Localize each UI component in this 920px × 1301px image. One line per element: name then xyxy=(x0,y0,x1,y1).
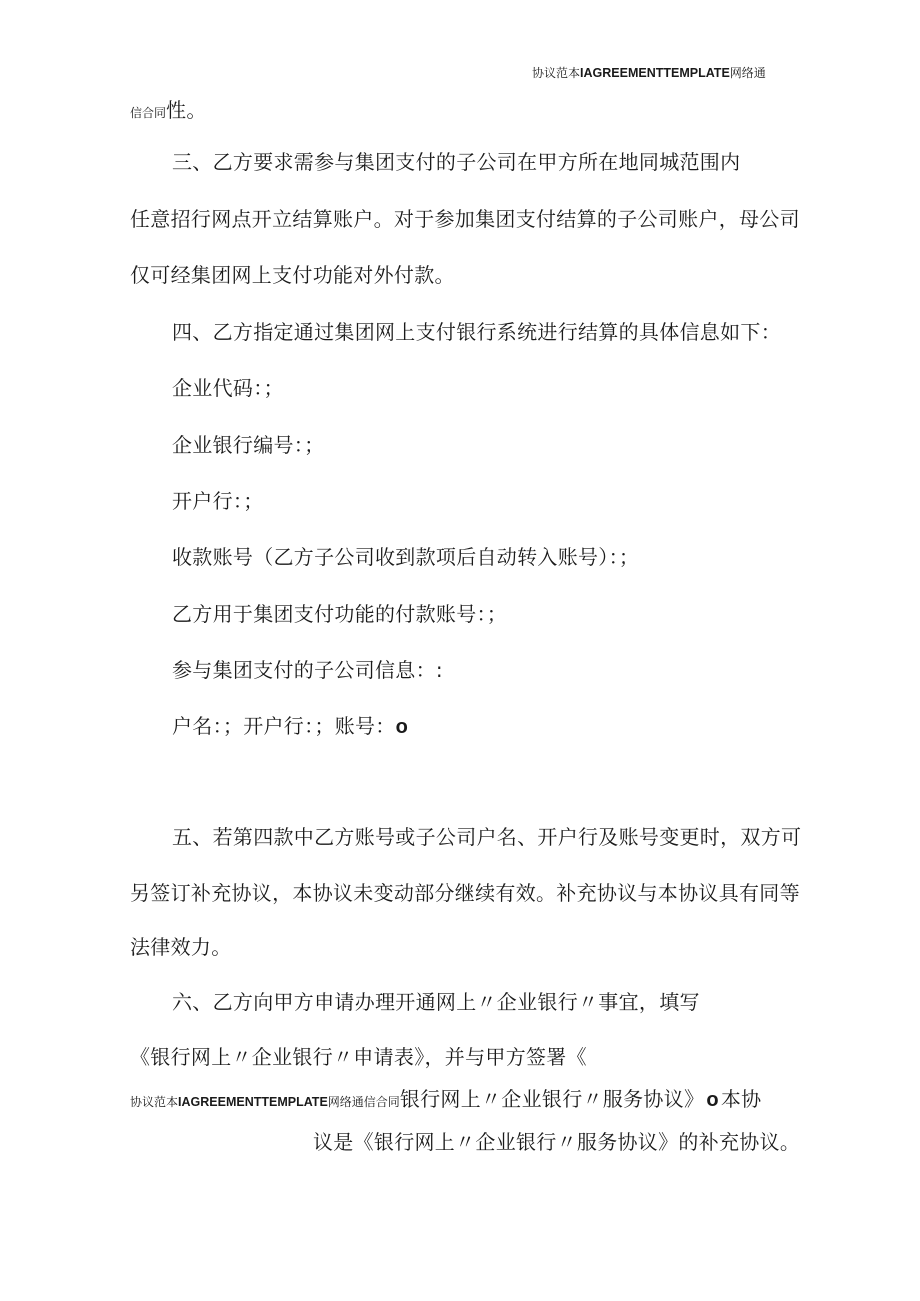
page-header xyxy=(532,64,766,81)
footer-cn-suffix: 网络通信合同 xyxy=(327,1095,400,1109)
field-account-line-end: o xyxy=(395,716,409,738)
field-receive-account: 收款账号（乙方子公司收到款项后自动转入账号）：； xyxy=(172,545,640,569)
clause-6-line-3-o: o xyxy=(706,1089,719,1111)
field-bank-number: 企业银行编号：； xyxy=(172,433,325,457)
field-account-line xyxy=(172,710,408,739)
clause-3-line-2: 任意招行网点开立结算账户。对于参加集团支付结算的子公司账户，母公司 xyxy=(130,207,800,231)
field-pay-account: 乙方用于集团支付功能的付款账号：； xyxy=(172,602,508,626)
field-enterprise-code: 企业代码：； xyxy=(172,376,284,400)
field-sub-info: 参与集团支付的子公司信息：: xyxy=(172,658,443,682)
footer-cn-prefix: 协议范本 xyxy=(130,1095,179,1109)
clause-5-line-1: 五、若第四款中乙方账号或子公司户名、开户行及账号变更时，双方可 xyxy=(172,825,802,849)
header-cn-prefix: 协议范本 xyxy=(532,66,581,80)
clause-6-line-2: 《银行网上〃企业银行〃申请表》，并与甲方签署《 xyxy=(130,1045,587,1069)
continuation-small: 信合同 xyxy=(130,106,167,120)
footer-en: IAGREEMENTTEMPLATE xyxy=(178,1095,328,1109)
continuation-big: 性。 xyxy=(166,98,207,122)
clause-6-line-3-text: 银行网上〃企业银行〃服务协议》 xyxy=(399,1087,705,1111)
field-open-bank: 开户行：； xyxy=(172,489,264,513)
clause-5-line-2: 另签订补充协议，本协议未变动部分继续有效。补充协议与本协议具有同等 xyxy=(130,881,800,905)
header-cn-suffix: 网络通 xyxy=(729,66,766,80)
clause-6-line-3 xyxy=(130,1083,761,1112)
clause-5-line-3: 法律效力。 xyxy=(130,935,232,959)
clause-4-line-1: 四、乙方指定通过集团网上支付银行系统进行结算的具体信息如下： xyxy=(172,320,781,344)
clause-6-line-4: 议是《银行网上〃企业银行〃服务协议》的补充协议。 xyxy=(313,1130,801,1154)
clause-3-line-3: 仅可经集团网上支付功能对外付款。 xyxy=(130,263,455,287)
clause-6-line-3-end: 本协 xyxy=(720,1087,762,1111)
clause-6-line-1: 六、乙方向甲方申请办理开通网上〃企业银行〃事宜，填写 xyxy=(172,990,700,1014)
header-en: IAGREEMENTTEMPLATE xyxy=(580,66,730,80)
continuation-line xyxy=(130,94,207,123)
field-account-line-text: 户名：；开户行：；账号： xyxy=(172,714,396,738)
clause-3-line-1: 三、乙方要求需参与集团支付的子公司在甲方所在地同城范围内 xyxy=(172,150,741,174)
